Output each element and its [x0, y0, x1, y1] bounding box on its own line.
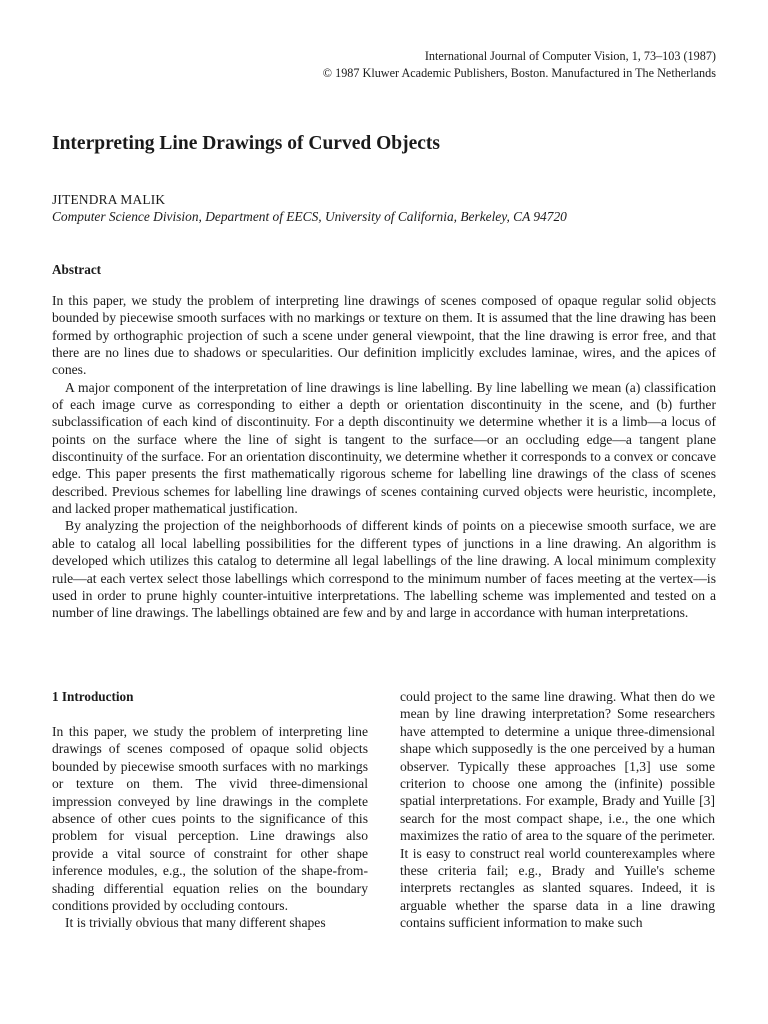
- journal-header: [196, 48, 716, 82]
- copyright-notice: © 1987 Kluwer Academic Publishers, Boston. Manufactured in The Netherlands: [322, 66, 716, 80]
- right-column: [400, 688, 715, 932]
- intro-paragraph-2: It is trivially obvious that many different shapes: [65, 915, 326, 931]
- journal-citation: International Journal of Computer Vision, 1, 73–103 (1987): [424, 49, 716, 63]
- abstract-paragraph-1: In this paper, we study the problem of interpreting line drawings of scenes composed of opaque regular solid objects bounded by piecewise smooth surfaces with no markings or texture on them. It is assumed that the line drawing has been formed by orthographic projection of such a scene under general viewpoint, that the line drawing is error free, and that there are no lines due to shadows or specularities. Our definition implicitly excludes laminae, wires, and the apices of cones.: [52, 293, 716, 378]
- intro-paragraph-continued: could project to the same line drawing. What then do we mean by line drawing interpretation? Some researchers have attempted to determine a unique three-dimensional shape which supposedly is the one perceived by a human observer. Typically these approaches [1,3] use some criterion to choose one among the (infinite) possible spatial interpretations. For example, Brady and Yuille [3] search for the most compact shape, i.e., the one which maximizes the ratio of area to the square of the perimeter. It is easy to construct real world counterexamples where these criteria fail; e.g., Brady and Yuille's scheme interprets rectangles as slanted squares. Indeed, it is arguable whether the sparse data in a line drawing contains sufficient information to make such: [400, 689, 715, 931]
- left-column: [52, 688, 368, 932]
- author-name: JITENDRA MALIK: [52, 192, 166, 207]
- intro-paragraph-1: In this paper, we study the problem of interpreting line drawings of scenes composed of opaque solid objects bounded by piecewise smooth surfaces with no markings or texture on them. The vivid three-dimensional impression conveyed by line drawings in the complete absence of other cues points to the significance of this problem for visual perception. Line drawings also provide a vital source of constraint for other shape inference modules, e.g., the solution of the shape-from-shading differential equation relies on the boundary conditions provided by occluding contours.: [52, 724, 368, 914]
- abstract-paragraph-3: By analyzing the projection of the neighborhoods of different kinds of points on a piecewise smooth surface, we are able to catalog all local labelling possibilities for the different types of junctions in a line drawing. An algorithm is developed which utilizes this catalog to determine all legal labellings of the line drawing. A local minimum complexity rule—at each vertex select those labellings which correspond to the minimum number of faces meeting at the vertex—is used in order to prune highly counter-intuitive interpretations. The labelling scheme was implemented and tested on a number of line drawings. The labellings obtained are few and by and large in accordance with human interpretations.: [52, 518, 716, 621]
- abstract-paragraph-2: A major component of the interpretation of line drawings is line labelling. By line labelling we mean (a) classification of each image curve as corresponding to either a depth or orientation discontinuity in the scene, and (b) further subclassification of each kind of discontinuity. For a depth discontinuity we determine whether it is a limb—a locus of points on the surface where the line of sight is tangent to the surface—or an occluding edge—a tangent plane discontinuity of the surface. For an orientation discontinuity, we determine whether it corresponds to a convex or concave edge. This paper presents the first mathematically rigorous scheme for labelling line drawings of the class of scenes described. Previous schemes for labelling line drawings of scenes containing curved objects were heuristic, incomplete, and lacked proper mathematical justification.: [52, 379, 716, 517]
- abstract-heading: Abstract: [52, 262, 102, 277]
- section-heading-introduction: 1 Introduction: [52, 689, 134, 704]
- paper-title: Interpreting Line Drawings of Curved Objects: [52, 133, 440, 154]
- abstract-body: [52, 292, 716, 622]
- author-affiliation: Computer Science Division, Department of EECS, University of California, Berkeley, CA 94720: [52, 209, 567, 224]
